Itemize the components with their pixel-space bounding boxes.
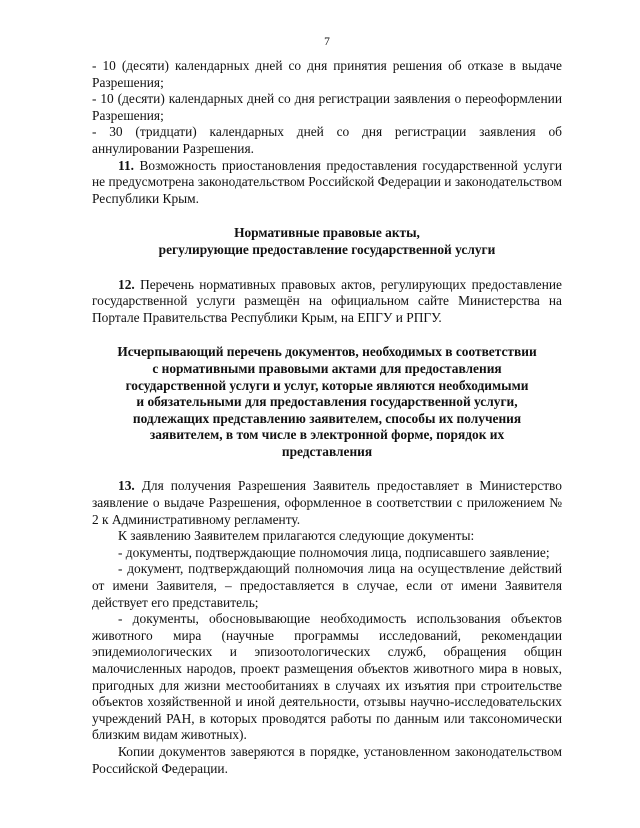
section-heading-documents-line-1: Исчерпывающий перечень документов, необходимых в соответствии — [117, 344, 537, 360]
paragraph-11-text: Возможность приостановления предоставления государственной услуги не предусмотрена законодательством Российской Федерации и законодательством Республики Крым. — [92, 157, 562, 206]
deadline-item-2: - 10 (десяти) календарных дней со дня регистрации заявления о переоформлении Разрешения; — [92, 91, 562, 123]
paragraph-12 — [92, 277, 562, 327]
paragraph-11-number: 11. — [118, 157, 134, 173]
section-heading-documents — [92, 344, 562, 460]
attachment-item-3: - документы, обосновывающие необходимость использования объектов животного мира (научные программы исследований, рекомендации эпидемиологических и эпизоотологических служб, обращения общин малочисленных народов, проект размещения объектов животного мира в новых, пригодных для жизни местообитаниях в случаях их изъятия при строительстве объектов хозяйственной и иной деятельности, отзывы научно-исследовательских учреждений РАН, в которых проводятся работы по данным или таксономически близким видам животных). — [92, 611, 562, 743]
attachments-intro: К заявлению Заявителем прилагаются следующие документы: — [118, 528, 475, 544]
paragraph-13 — [92, 478, 562, 528]
section-heading-legal-acts — [92, 225, 562, 258]
attachment-item-2: - документ, подтверждающий полномочия лица на осуществление действий от имени Заявителя, – предоставляется в случае, если от имени Заявителя действует его представитель; — [92, 561, 562, 610]
paragraph-12-number: 12. — [118, 276, 135, 292]
section-heading-documents-line-4: и обязательными для предоставления государственной услуги, — [136, 394, 518, 410]
final-paragraph: Копии документов заверяются в порядке, установленном законодательством Российской Федерации. — [92, 743, 562, 776]
paragraph-13-text: Для получения Разрешения Заявитель предоставляет в Министерство заявление о выдаче Разрешения, оформленное в соответствии с приложением № 2 к Административному регламенту. — [92, 478, 562, 527]
section-heading-documents-line-2: с нормативными правовыми актами для предоставления — [152, 360, 502, 376]
section-heading-legal-acts-line-1: Нормативные правовые акты, — [234, 225, 420, 241]
paragraph-12-text: Перечень нормативных правовых актов, регулирующих предоставление государственной услуги размещён на официальном сайте Министерства на Портале Правительства Республики Крым, на ЕПГУ и РПГУ. — [92, 276, 562, 325]
section-heading-documents-line-7: представления — [281, 443, 373, 459]
section-heading-documents-line-6: заявителем, в том числе в электронной форме, порядок их — [149, 427, 505, 443]
deadline-item-1: - 10 (десяти) календарных дней со дня принятия решения об отказе в выдаче Разрешения; — [92, 58, 562, 90]
section-heading-documents-line-5: подлежащих представлению заявителем, способы их получения — [132, 410, 522, 426]
attachment-item-1: - документы, подтверждающие полномочия лица, подписавшего заявление; — [118, 544, 550, 560]
paragraph-11 — [92, 158, 562, 208]
deadline-item-3: - 30 (тридцати) календарных дней со дня регистрации заявления об аннулировании Разрешения. — [92, 124, 562, 156]
section-heading-legal-acts-line-2: регулирующие предоставление государственной услуги — [158, 241, 496, 257]
paragraph-13-number: 13. — [118, 478, 135, 494]
page-number: 7 — [324, 36, 330, 48]
section-heading-documents-line-3: государственной услуги и услуг, которые являются необходимыми — [125, 377, 529, 393]
